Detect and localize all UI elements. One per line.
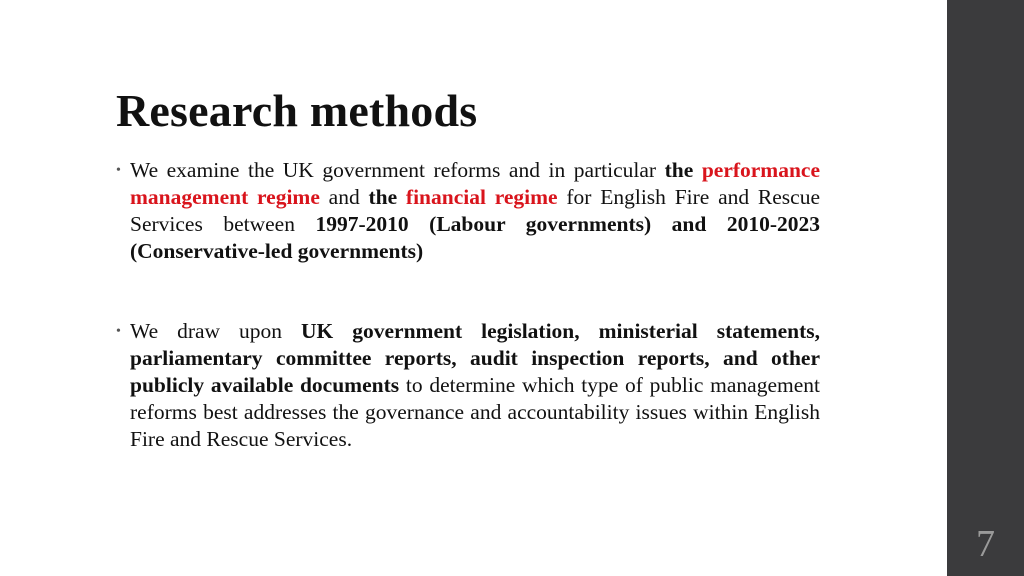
- highlight-financial-regime: financial regime: [405, 185, 558, 209]
- bullet-item-scope: [116, 157, 820, 265]
- bold-text: the: [664, 158, 694, 182]
- slide-title: Research methods: [116, 85, 478, 136]
- highlight-performance-regime: performance management regime: [130, 158, 821, 209]
- spacer-text: [397, 185, 406, 209]
- bullet-text: and: [319, 185, 369, 209]
- bullet-text: for English Fire and Rescue Services between: [130, 185, 820, 236]
- bold-text: the: [368, 185, 398, 209]
- right-sidebar: [947, 0, 1024, 576]
- bullet-list: [116, 157, 820, 453]
- page-number: 7: [976, 523, 995, 565]
- bold-period-text: 1997-2010 (Labour governments) and 2010-2023 (Conservative-led governments): [130, 212, 820, 263]
- bullet-marker: •: [116, 324, 121, 339]
- bullet-marker: •: [116, 163, 121, 178]
- bullet-text: to determine which type of public management reforms best addresses the governance and accountability issues within English Fire and Rescue Services.: [130, 373, 820, 451]
- bullet-text: We examine the UK government reforms and in particular: [130, 158, 665, 182]
- bold-sources-text: UK government legislation, ministerial statements, parliamentary committee reports, audit inspection reports, and other publicly available documents: [130, 319, 821, 397]
- spacer-text: [693, 158, 702, 182]
- bullet-text: We draw upon: [130, 319, 302, 343]
- bullet-item-sources: [116, 318, 820, 453]
